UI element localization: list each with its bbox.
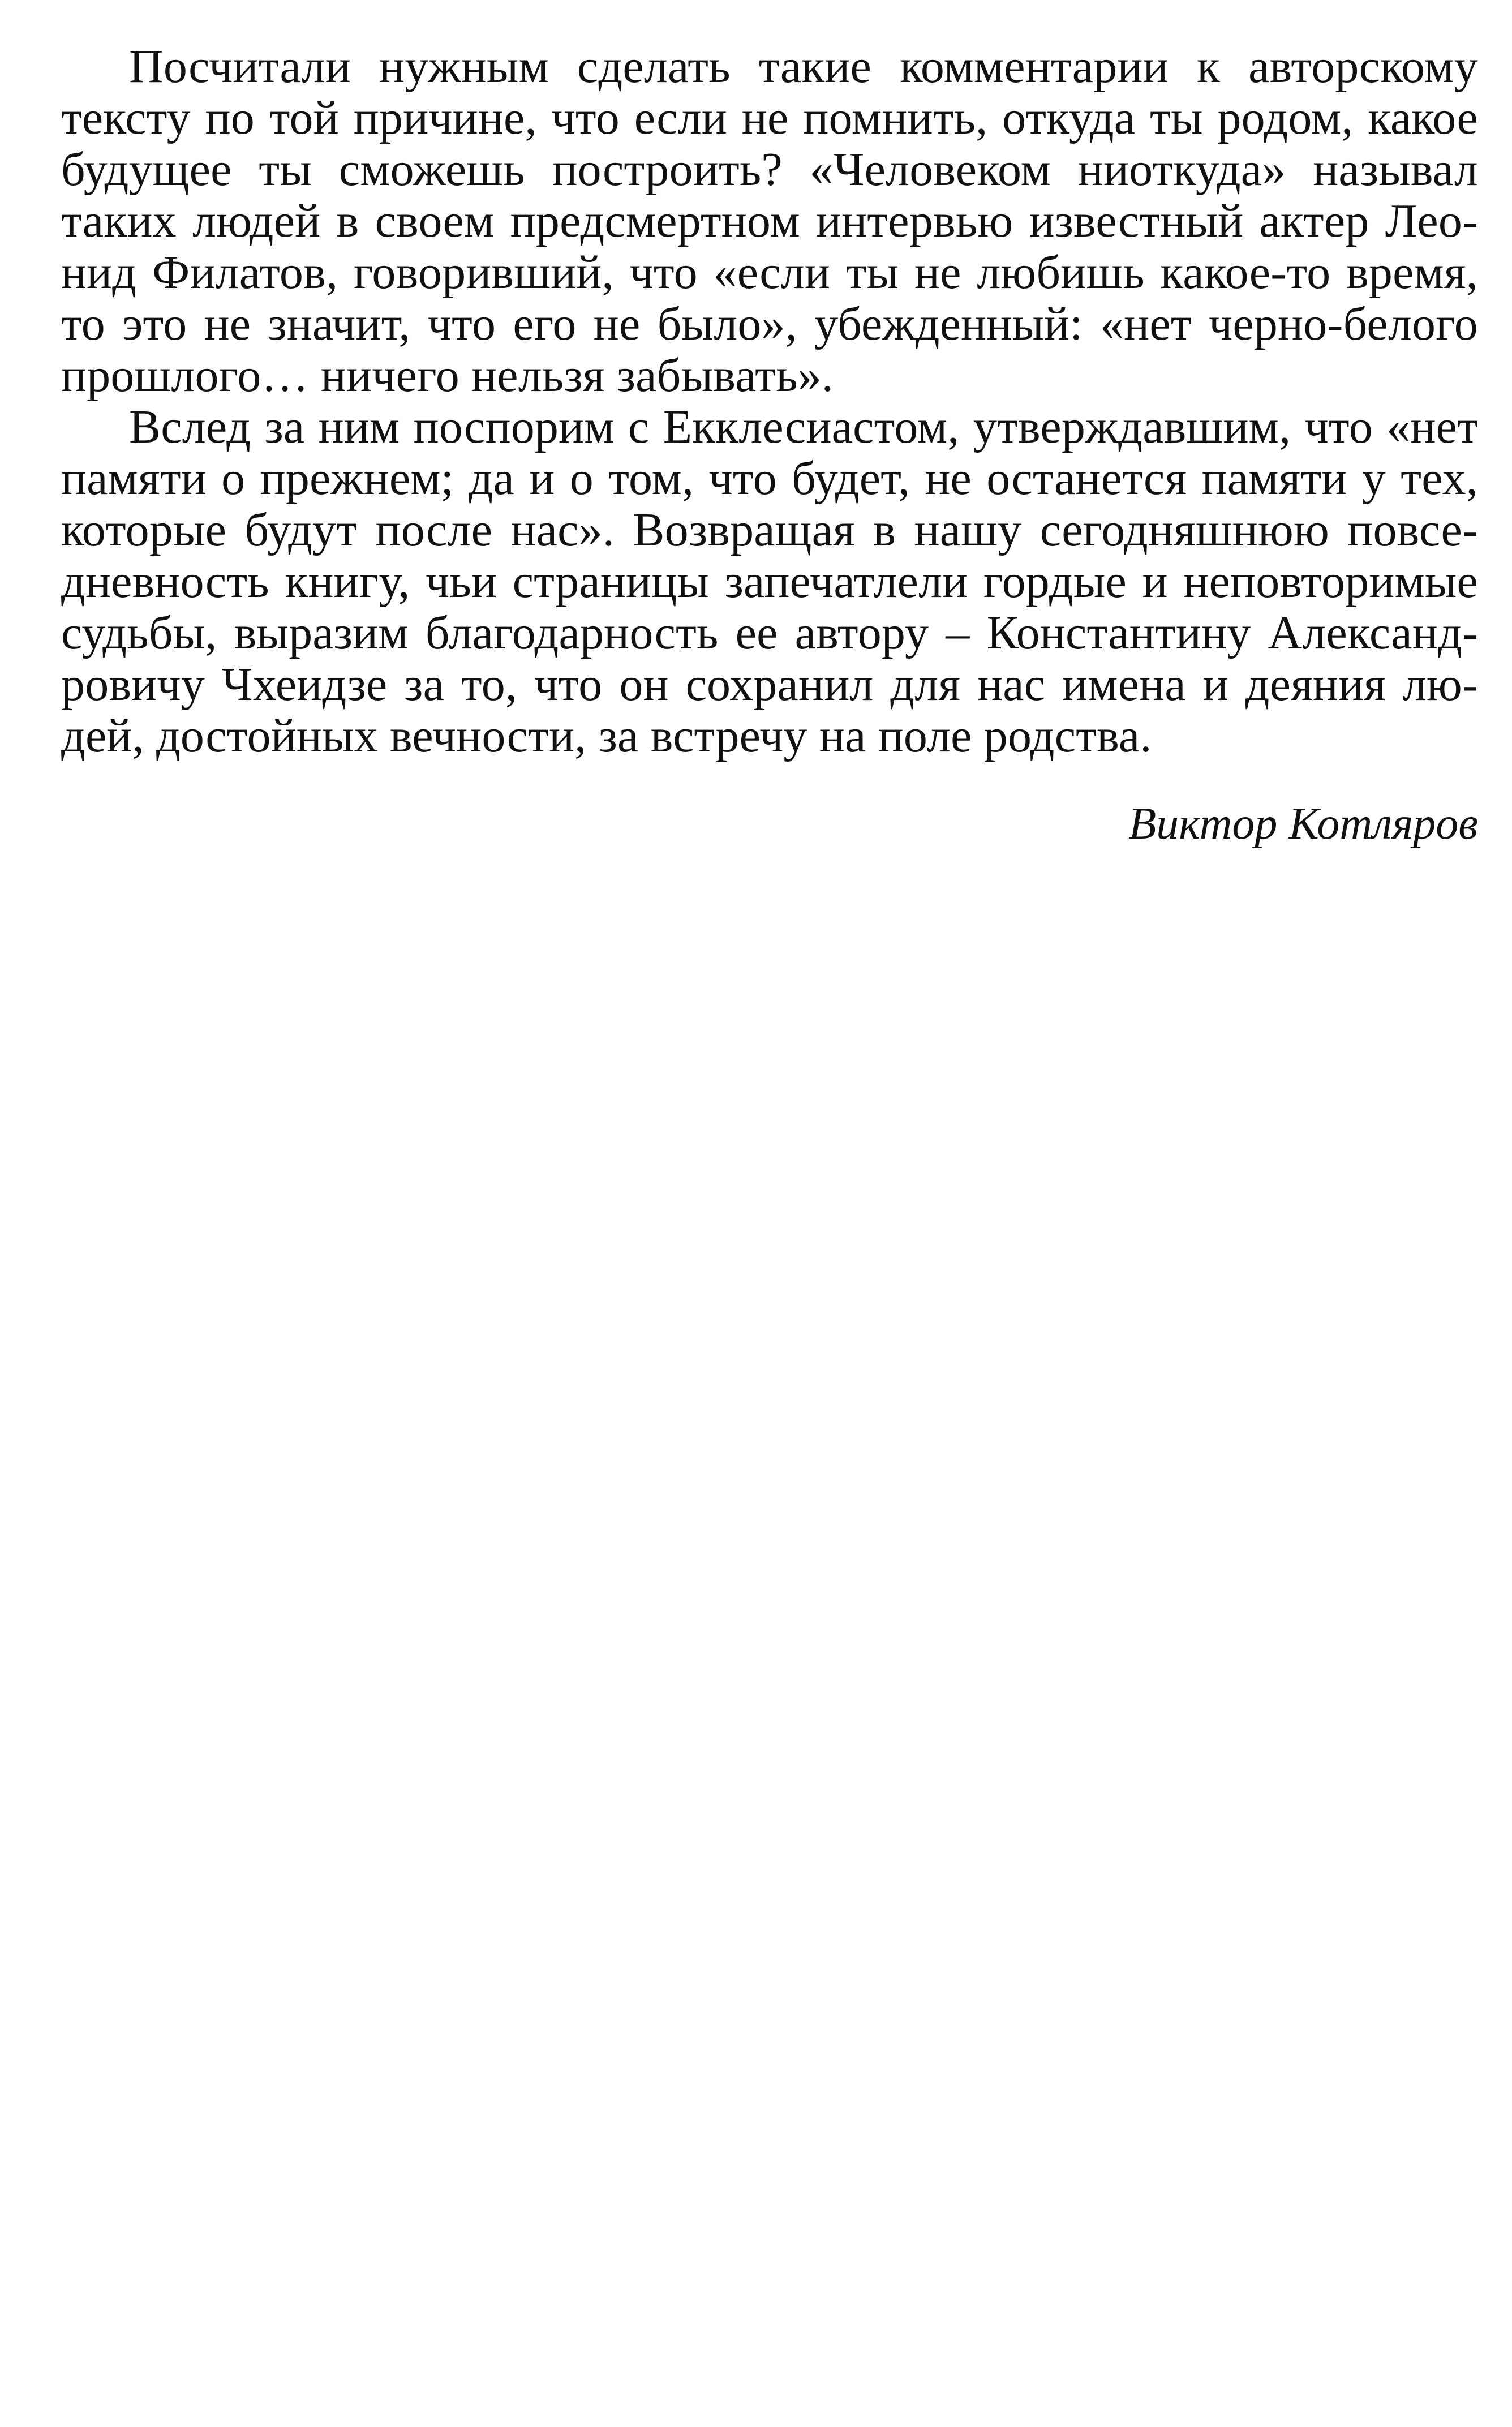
paragraph-2: Вслед за ним поспорим с Екклесиастом, утверждавшим, что «нет памяти о прежнем; да и о том, что будет, не останется памяти у тех, которые будут после нас». Возвращая в нашу сегодняшнюю повседневность книгу, чьи страницы запечатлели гордые и неповторимые судьбы, выразим благодарность ее автору – Константину Александровичу Чхеидзе за то, что он сохранил для нас имена и деяния людей, достойных вечности, за встречу на поле родства. [61,401,1478,762]
paragraph-1: Посчитали нужным сделать такие комментарии к авторскому тексту по той причине, что если не помнить, откуда ты родом, какое будущее ты сможешь построить? «Человеком ниоткуда» называл таких людей в своем предсмертном интервью известный актер Леонид Филатов, говоривший, что «если ты не любишь какое-то время, то это не значит, что его не было», убежденный: «нет черно-белого прошлого… ничего нельзя забывать». [61,40,1478,402]
document-page [61,41,1478,850]
author-signature: Виктор Котляров [1128,799,1478,849]
